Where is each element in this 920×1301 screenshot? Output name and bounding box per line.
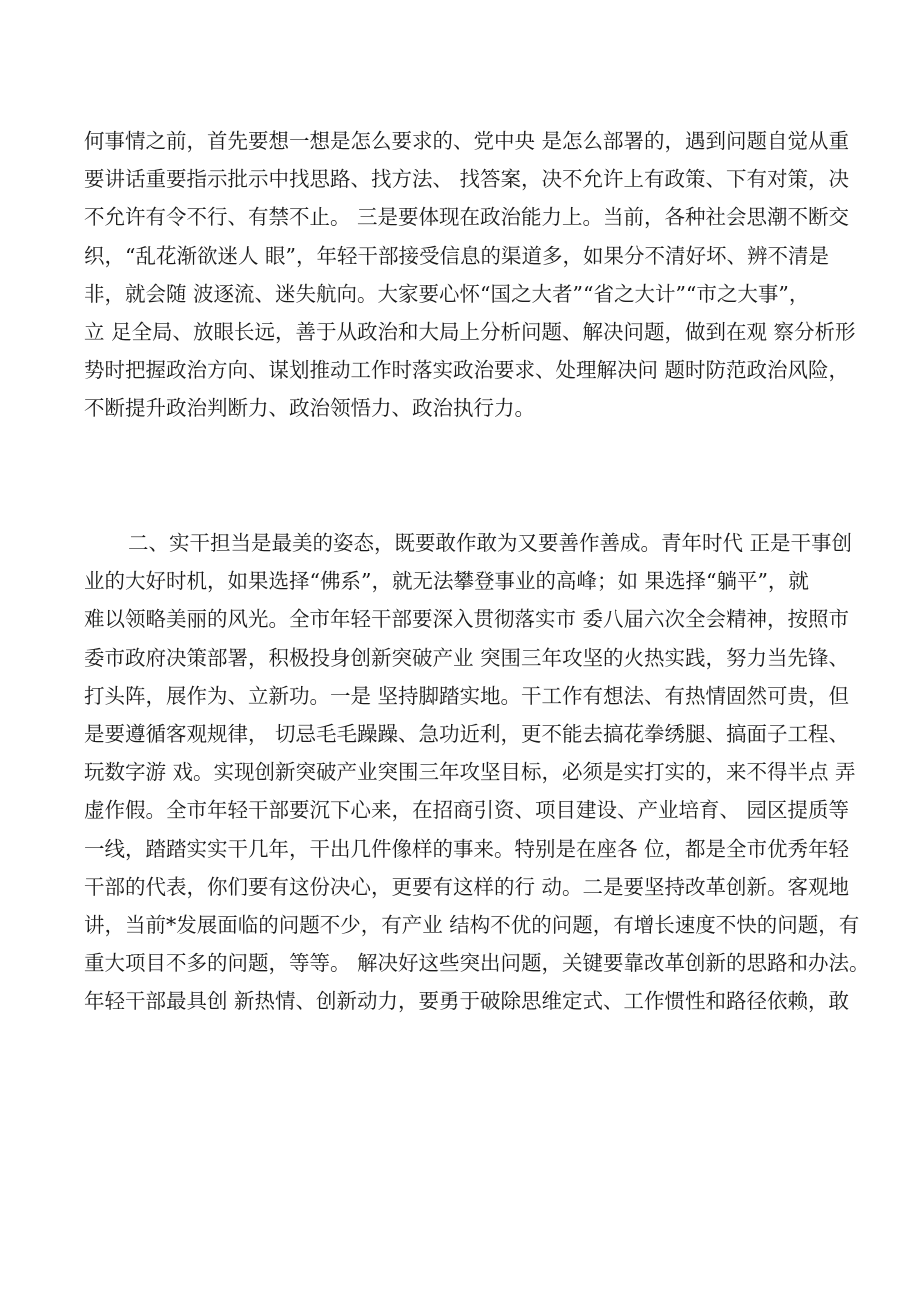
paragraph-line: 织，“乱花渐欲迷人 眼”，年轻干部接受信息的渠道多，如果分不清好坏、辨不清是 [84,243,829,268]
paragraph-line: 不允许有令不行、有禁不止。 三是要体现在政治能力上。当前，各种社会思潮不断交 [84,205,850,230]
paragraph-line: 虚作假。全市年轻干部要沉下心来，在招商引资、项目建设、产业培育、 园区提质等 [84,798,850,823]
paragraph-line: 玩数字游 戏。实现创新突破产业突围三年攻坚目标，必须是实打实的，来不得半点 弄 [84,760,856,785]
paragraph-line: 不断提升政治判断力、政治领悟力、政治执行力。 [84,396,535,421]
paragraph-line: 一线，踏踏实实干几年，干出几件像样的事来。特别是在座各 位，都是全市优秀年轻 [84,836,850,861]
paragraph-line: 立 足全局、放眼长远，善于从政治和大局上分析问题、解决问题，做到在观 察分析形 [84,319,856,344]
paragraph-line: 是要遵循客观规律， 切忌毛毛躁躁、急功近利，更不能去搞花拳绣腿、搞面子工程、 [84,721,850,746]
paragraph-line: 打头阵，展作为、立新功。一是 坚持脚踏实地。干工作有想法、有热情固然可贵，但 [84,683,850,708]
paragraph-line: 要讲话重要指示批示中找思路、找方法、 找答案，决不允许上有政策、下有对策，决 [84,167,850,192]
paragraph-line: 委市政府决策部署，积极投身创新突破产业 突围三年攻坚的火热实践，努力当先锋、 [84,645,850,670]
paragraph-line: 重大项目不多的问题，等等。 解决好这些突出问题，关键要靠改革创新的思路和办法。 [84,951,870,976]
paragraph-first-line: 二、实干担当是最美的姿态，既要敢作敢为又要善作善成。青年时代 正是干事创 [128,531,853,555]
paragraph-line: 势时把握政治方向、谋划推动工作时落实政治要求、处理解决问 题时防范政治风险， [84,358,850,383]
paragraph-line: 业的大好时机，如果选择“佛系”，就无法攀登事业的高峰；如 果选择“躺平”，就 [84,569,809,594]
paragraph-line: 干部的代表，你们要有这份决心，更要有这样的行 动。二是要坚持改革创新。客观地 [84,874,850,899]
paragraph-line: 何事情之前，首先要想一想是怎么要求的、党中央 是怎么部署的，遇到问题自觉从重 [84,129,850,153]
paragraph-line: 非，就会随 波逐流、迷失航向。大家要心怀“国之大者”“省之大计”“市之大事”， [84,281,810,306]
paragraph-2 [84,524,870,1020]
paragraph-line: 难以领略美丽的风光。全市年轻干部要深入贯彻落实市 委八届六次全会精神，按照市 [84,607,850,632]
paragraph-1 [84,122,854,428]
paragraph-line: 讲，当前*发展面临的问题不少，有产业 结构不优的问题，有增长速度不快的问题，有 [84,912,860,937]
paragraph-line: 年轻干部最具创 新热情、创新动力，要勇于破除思维定式、工作惯性和路径依赖，敢 [84,989,850,1014]
